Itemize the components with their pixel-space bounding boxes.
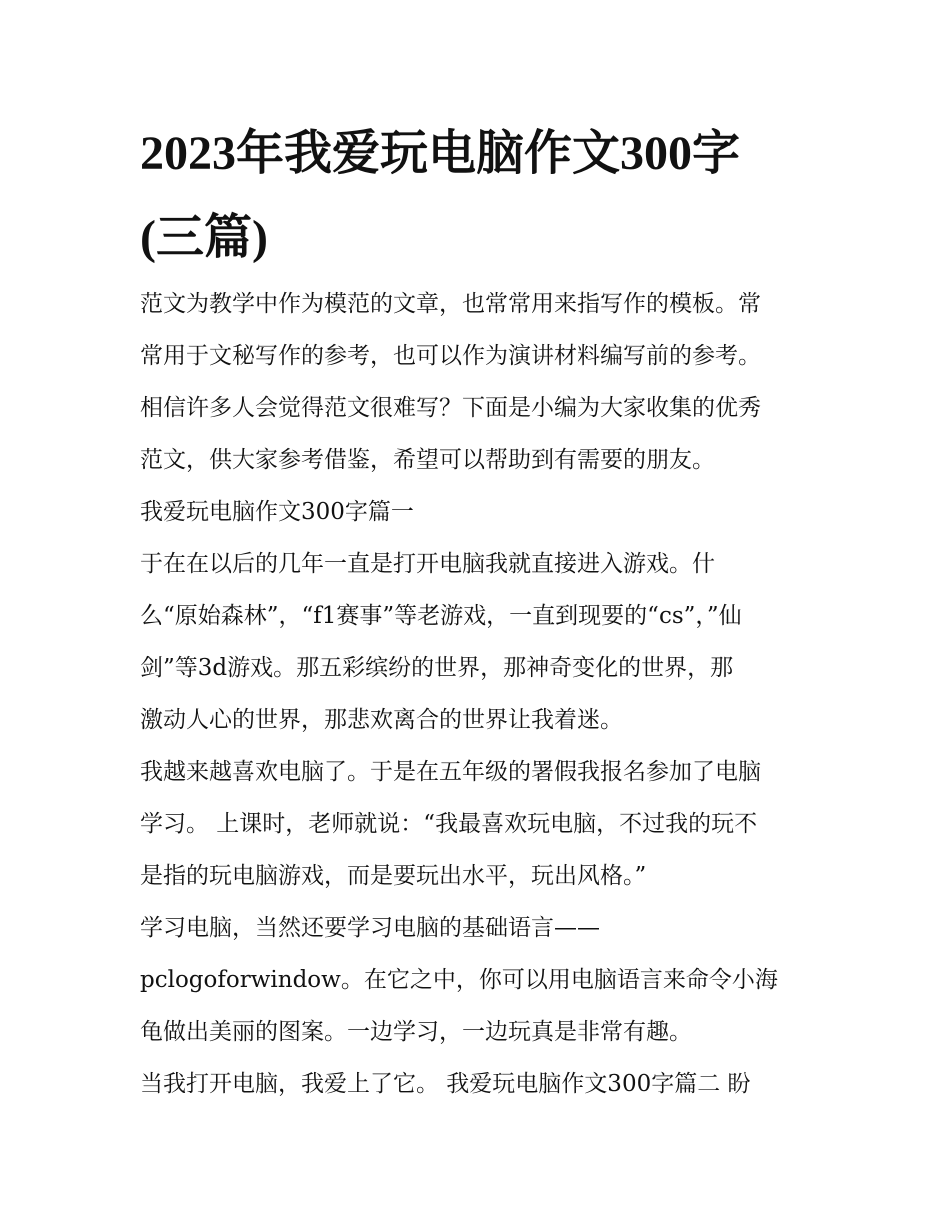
document-title <box>140 112 820 280</box>
text-line-9: 激动人心的世界，那悲欢离合的世界让我着迷。 <box>140 707 623 733</box>
text-line-6: 于在在以后的几年一直是打开电脑我就直接进入游戏。什 <box>140 551 715 577</box>
text-line-10: 我越来越喜欢电脑了。于是在五年级的署假我报名参加了电脑 <box>140 759 761 785</box>
text-line-4: 范文，供大家参考借鉴，希望可以帮助到有需要的朋友。 <box>140 447 715 473</box>
text-line-16: 当我打开电脑，我爱上了它。 我爱玩电脑作文300字篇二 盼 <box>140 1071 751 1097</box>
text-line-13: 学习电脑，当然还要学习电脑的基础语言—— <box>140 915 600 941</box>
text-line-15: 龟做出美丽的图案。一边学习，一边玩真是非常有趣。 <box>140 1019 692 1045</box>
title-line-1: 2023年我爱玩电脑作文300字 <box>140 127 741 180</box>
title-line-2: (三篇) <box>140 211 268 264</box>
text-line-1: 范文为教学中作为模范的文章，也常常用来指写作的模板。常 <box>140 291 761 317</box>
text-line-14: pclogoforwindow。在它之中，你可以用电脑语言来命令小海 <box>140 967 778 993</box>
text-line-11: 学习。 上课时，老师就说：“我最喜欢玩电脑，不过我的玩不 <box>140 811 758 837</box>
text-line-7: 么“原始森林”，“f1赛事”等老游戏，一直到现要的“cs”，”仙 <box>140 603 742 629</box>
text-line-3: 相信许多人会觉得范文很难写？下面是小编为大家收集的优秀 <box>140 395 761 421</box>
text-line-12: 是指的玩电脑游戏，而是要玩出水平，玩出风格。” <box>140 863 647 889</box>
section-heading-1: 我爱玩电脑作文300字篇一 <box>140 499 414 525</box>
text-line-8: 剑”等3d游戏。那五彩缤纷的世界，那神奇变化的世界，那 <box>140 655 734 681</box>
text-line-2: 常用于文秘写作的参考，也可以作为演讲材料编写前的参考。 <box>140 343 761 369</box>
document-body <box>140 278 820 1110</box>
